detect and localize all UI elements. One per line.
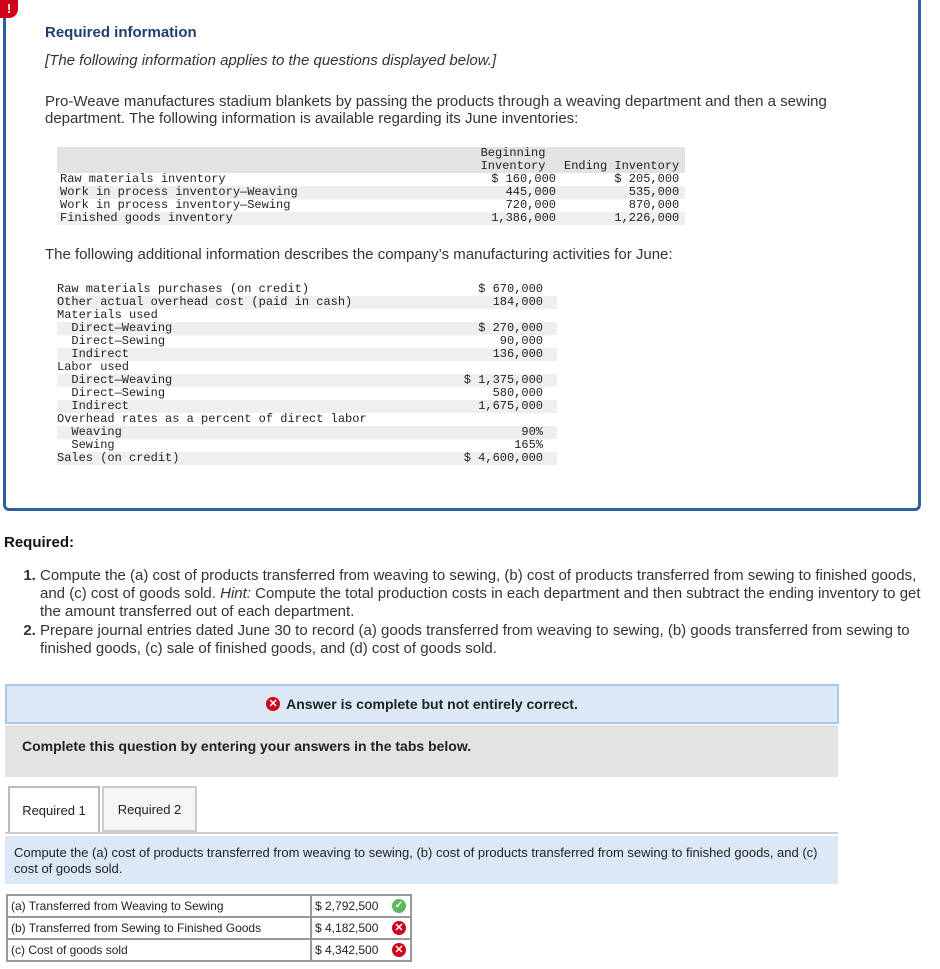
tab-prompt-text: Compute the (a) cost of products transferred from weaving to sewing, (b) cost of products transferred from sewing to finished goods, and (c) cost of goods sold. [14,845,818,876]
table-row: Direct—Weaving $ 1,375,000 [57,374,557,387]
table-row: Work in process inventory—Weaving 445,000 535,000 [57,186,685,199]
table-row: (c) Cost of goods sold $ 4,342,500 ✕ [7,939,411,961]
header-beginning: Beginning Inventory [470,147,564,173]
required-heading: Required: [4,534,75,551]
list-item: 1. Compute the (a) cost of products transferred from weaving to sewing, (b) cost of products transferred from sewing to finished goods, and (c) cost of goods sold. Hint: Compute the total production costs in each department and then subtract the ending inventory to get the amount transferred out of each department. [40,567,940,621]
table-row: Materials used [57,308,158,322]
table-row: Overhead rates as a percent of direct labor [57,412,367,426]
answer-input-c[interactable]: $ 4,342,500 ✕ [311,939,411,961]
answer-input-a[interactable]: $ 2,792,500 ✓ [311,895,411,917]
table-row: Weaving 90% [57,426,557,439]
answer-status-bar [5,684,839,724]
additional-paragraph: The following additional information describes the company’s manufacturing activities for June: [45,246,673,263]
incorrect-icon: ✕ [266,697,280,711]
table-row: Labor used [57,360,130,374]
answer-status-text: Answer is complete but not entirely correct. [286,696,578,712]
activity-table [57,283,557,465]
alert-icon: ! [0,0,18,18]
list-item: 2. Prepare journal entries dated June 30 to record (a) goods transferred from weaving to sewing, (b) goods transferred from sewing to finished goods, (c) sale of finished goods, and (d) cost of goods sold. [40,622,940,658]
table-row: (b) Transferred from Sewing to Finished Goods $ 4,182,500 ✕ [7,917,411,939]
incorrect-icon: ✕ [392,943,406,957]
tab-required-2[interactable]: Required 2 [102,786,197,832]
table-row: Sewing 165% [57,438,543,452]
instruction-bar [5,725,838,777]
table-row: (a) Transferred from Weaving to Sewing $ 2,792,500 ✓ [7,895,411,917]
info-title: Required information [45,24,197,41]
table-row: Direct—Sewing 580,000 [57,386,543,400]
answer-table [6,894,412,962]
tab-divider [5,832,838,834]
intro-paragraph: Pro-Weave manufactures stadium blankets by passing the products through a weaving department and then a sewing department. The following information is available regarding its June inventories: [45,93,827,127]
table-row: Direct—Weaving $ 270,000 [57,322,557,335]
table-row: Direct—Sewing 90,000 [57,334,543,348]
table-row: Sales (on credit) $ 4,600,000 [57,452,557,465]
table-row: Indirect 1,675,000 [57,400,557,413]
table-row: Other actual overhead cost (paid in cash) 184,000 [57,296,557,309]
required-list [22,567,940,659]
header-ending: Ending Inventory [564,147,685,173]
answer-input-b[interactable]: $ 4,182,500 ✕ [311,917,411,939]
table-row: Work in process inventory—Sewing 720,000 870,000 [60,198,680,212]
table-row: Indirect 136,000 [57,348,557,361]
table-row: Raw materials inventory $ 160,000 $ 205,000 [60,172,680,186]
table-row: Raw materials purchases (on credit) $ 670,000 [57,282,543,296]
tab-required-1[interactable]: Required 1 [8,786,100,832]
instruction-text: Complete this question by entering your answers in the tabs below. [22,738,472,754]
incorrect-icon: ✕ [392,921,406,935]
tab-prompt [5,836,838,884]
inventory-table [57,147,685,225]
table-row: Finished goods inventory 1,386,000 1,226,000 [57,212,685,225]
info-subtitle: [The following information applies to the questions displayed below.] [45,52,497,69]
correct-icon: ✓ [392,899,406,913]
